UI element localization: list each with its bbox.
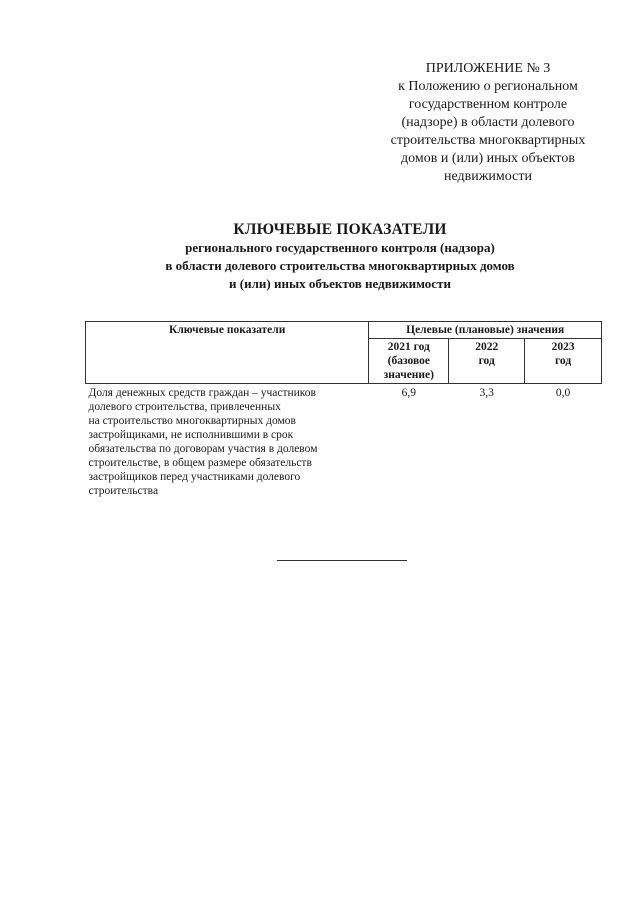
appendix-line: государственном контроле [408,97,568,112]
document-heading [0,221,640,293]
header-year-2023-line: год [554,355,572,367]
appendix-line: строительства многоквартирных [390,133,586,148]
header-year-2021-line: 2021 год [387,341,430,353]
document-subtitle-line: регионального государственного контроля (надзора) [185,240,495,255]
value-2021: 6,9 [401,387,417,399]
indicator-description [86,384,369,501]
header-year-2022-line: год [478,355,495,367]
header-year-2023-line: 2023 [551,341,575,353]
header-year-2022-line: 2022 [475,341,499,353]
header-year-2021-line: значение) [383,369,434,381]
indicator-line: строительстве, в общем размере обязательств [88,457,312,469]
header-target-values: Целевые (плановые) значения [369,322,602,339]
table-row [86,384,602,501]
indicator-line: долевого строительства, привлеченных [88,401,281,413]
indicator-line: застройщиков перед участниками долевого [88,471,301,483]
value-2023: 0,0 [555,387,571,399]
appendix-line: (надзоре) в области долевого [401,115,575,130]
indicator-line: строительства [88,485,159,497]
closing-divider-line [277,560,407,561]
header-year-2022 [449,339,525,384]
appendix-line: домов и (или) иных объектов [401,151,575,166]
indicator-line: на строительство многоквартирных домов [88,415,296,427]
appendix-block [372,60,604,186]
header-year-2021-line: (базовое [387,355,430,367]
value-2022: 3,3 [479,387,494,399]
appendix-line: недвижимости [444,169,532,184]
header-year-2021 [369,339,449,384]
appendix-line: к Положению о региональном [398,79,578,94]
document-title: КЛЮЧЕВЫЕ ПОКАЗАТЕЛИ [233,221,447,238]
document-subtitle-line: в области долевого строительства многоквартирных домов [165,258,515,273]
indicator-line: обязательства по договорам участия в долевом [88,443,318,455]
indicators-table [85,321,602,500]
appendix-title: ПРИЛОЖЕНИЕ № 3 [425,61,551,76]
document-subtitle-line: и (или) иных объектов недвижимости [229,276,451,291]
table-header-row [86,322,602,339]
header-year-2023 [525,339,602,384]
indicator-line: Доля денежных средств граждан – участников [88,387,316,399]
header-indicators: Ключевые показатели [86,322,369,384]
indicator-line: застройщиками, не исполнившими в срок [88,429,294,441]
